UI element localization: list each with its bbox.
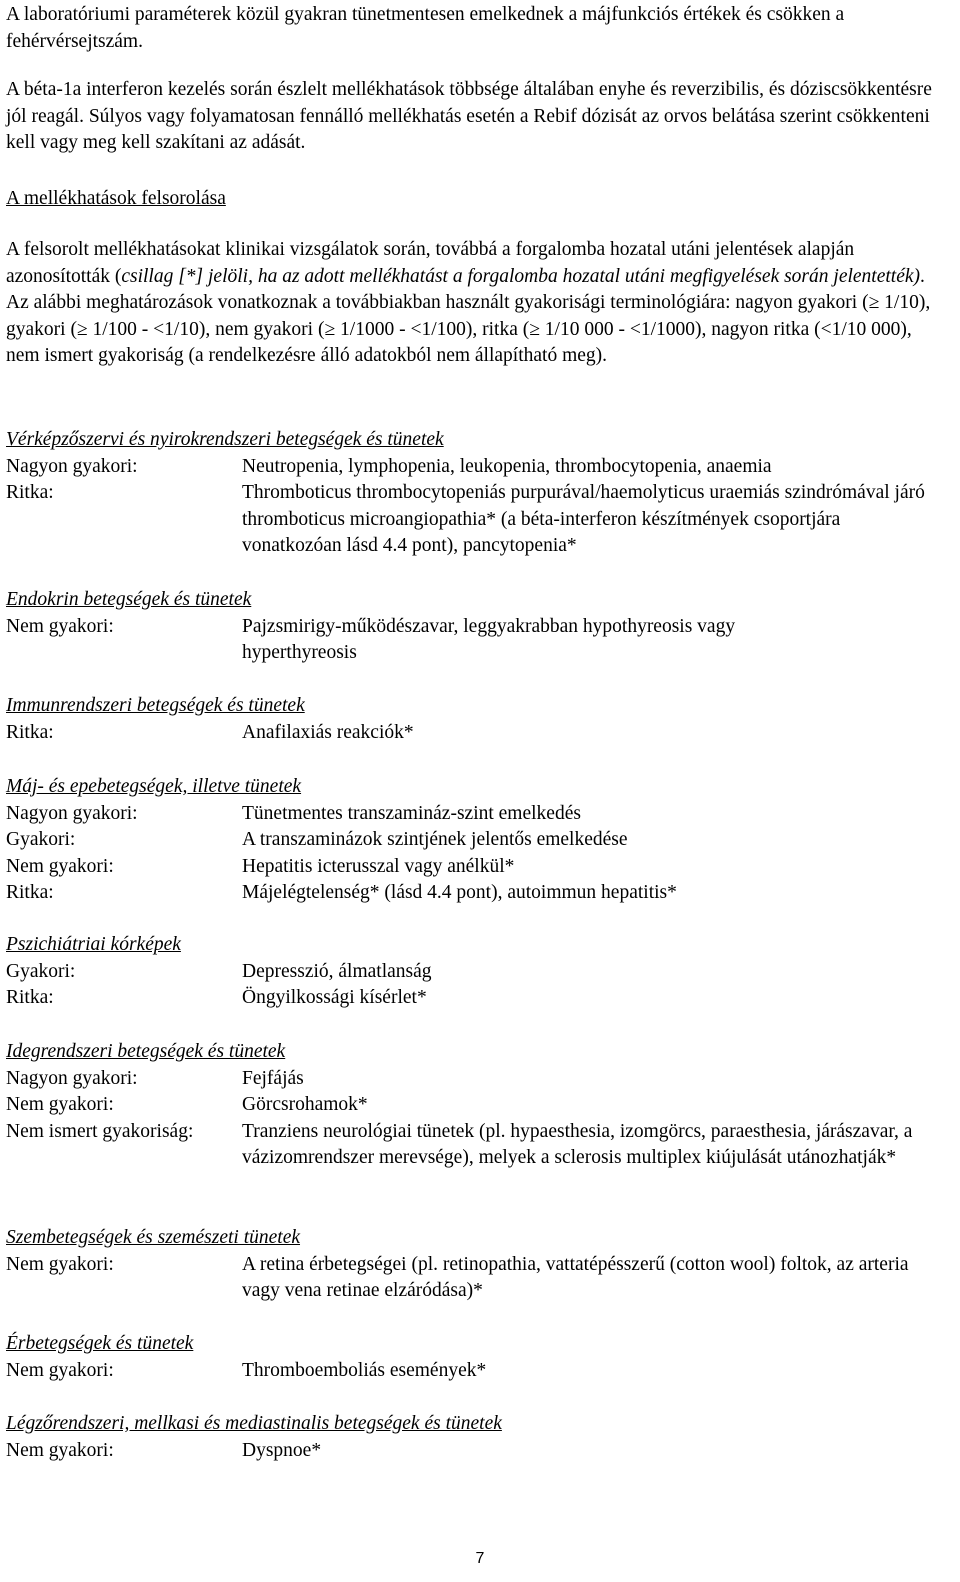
frequency-label: Ritka:	[6, 721, 54, 743]
effect-text: Tünetmentes transzamináz-szint emelkedés	[242, 802, 581, 824]
table-row	[6, 720, 946, 747]
table-row	[6, 1066, 946, 1093]
definition-text-1: A felsorolt mellékhatásokat klinikai vizsgálatok során, továbbá a forgalomba hozatal utáni jelentések alapján azonosították (	[6, 239, 855, 287]
section-liver	[6, 774, 946, 907]
section-title: Máj- és epebetegségek, illetve tünetek	[6, 776, 302, 797]
page-number: 7	[475, 1550, 485, 1567]
section-title: Idegrendszeri betegségek és tünetek	[6, 1041, 286, 1062]
frequency-label: Nem gyakori:	[6, 1253, 114, 1275]
definition-text-2: . Az alábbi meghatározások vonatkoznak a továbbiakban használt gyakorisági terminológiára: nagyon gyakori (≥ 1/10), gyakori (≥ 1/100 - <1/10), nem gyakori (≥ 1/1000 - <1/100), ritka (≥ 1/10 000 - <1/1000), nagyon ritka (<1/10 000), nem ismert gyakoriság (a rendelkezésre álló adatokból nem állapítható meg).	[6, 265, 931, 367]
frequency-label: Nagyon gyakori:	[6, 802, 138, 824]
frequency-label: Nem ismert gyakoriság:	[6, 1120, 194, 1142]
table-row	[6, 854, 946, 881]
frequency-label: Nem gyakori:	[6, 1359, 114, 1381]
effect-text: A transzaminázok szintjének jelentős emelkedése	[242, 829, 628, 851]
frequency-label: Ritka:	[6, 987, 54, 1009]
table-row	[6, 480, 946, 560]
section-blood-lymph	[6, 427, 946, 560]
effect-text: Fejfájás	[242, 1067, 304, 1089]
effect-text: A retina érbetegségei (pl. retinopathia, vattatépésszerű (cotton wool) foltok, az arteria vagy vena retinae elzáródása)*	[242, 1253, 909, 1302]
effect-text: Neutropenia, lymphopenia, leukopenia, thrombocytopenia, anaemia	[242, 455, 772, 477]
effect-text: Depresszió, álmatlanság	[242, 960, 432, 982]
effect-text: Thromboticus thrombocytopeniás purpurával/haemolyticus uraemiás szindrómával járó thromboticus microangiopathia* (a béta-interferon készítmények csoportjára vonatkozóan lásd 4.4 pont), pancytopenia*	[242, 482, 925, 557]
frequency-label: Nagyon gyakori:	[6, 1067, 138, 1089]
definition-italic-note: csillag [*] jelöli, ha az adott mellékhatást a forgalomba hozatal utáni megfigyelések során jelentették)	[121, 265, 921, 287]
section-vascular	[6, 1331, 946, 1384]
effect-text: Májelégtelenség* (lásd 4.4 pont), autoimmun hepatitis*	[242, 882, 677, 904]
section-title: Érbetegségek és tünetek	[6, 1333, 194, 1354]
table-row	[6, 614, 946, 667]
effect-text: Thromboemboliás események*	[242, 1359, 487, 1381]
section-title: Endokrin betegségek és tünetek	[6, 589, 252, 610]
table-row	[6, 880, 946, 907]
effect-text: Pajzsmirigy-működészavar, leggyakrabban hypothyreosis vagy hyperthyreosis	[242, 615, 736, 664]
section-title: Pszichiátriai kórképek	[6, 934, 181, 955]
section-endocrine	[6, 587, 946, 667]
table-row	[6, 454, 946, 481]
frequency-label: Gyakori:	[6, 960, 76, 982]
table-row	[6, 1092, 946, 1119]
section-eye	[6, 1225, 946, 1305]
section-immune	[6, 693, 946, 746]
frequency-label: Nem gyakori:	[6, 615, 114, 637]
effect-text: Hepatitis icterusszal vagy anélkül*	[242, 855, 515, 877]
table-row	[6, 959, 946, 986]
section-title: Szembetegségek és szemészeti tünetek	[6, 1227, 301, 1248]
table-row	[6, 1358, 946, 1385]
frequency-label: Nem gyakori:	[6, 1439, 114, 1461]
frequency-label: Ritka:	[6, 482, 54, 504]
frequency-label: Nem gyakori:	[6, 1094, 114, 1116]
effect-text: Öngyilkossági kísérlet*	[242, 987, 427, 1009]
frequency-label: Nem gyakori:	[6, 855, 114, 877]
section-title: Vérképzőszervi és nyirokrendszeri betegségek és tünetek	[6, 429, 444, 450]
section-title: Légzőrendszeri, mellkasi és mediastinalis betegségek és tünetek	[6, 1413, 502, 1434]
frequency-label: Ritka:	[6, 882, 54, 904]
section-title: Immunrendszeri betegségek és tünetek	[6, 695, 305, 716]
table-row	[6, 801, 946, 828]
section-psychiatric	[6, 932, 946, 1012]
frequency-label: Gyakori:	[6, 829, 76, 851]
list-heading: A mellékhatások felsorolása	[6, 188, 226, 209]
table-row	[6, 1119, 946, 1172]
intro-paragraph-lab: A laboratóriumi paraméterek közül gyakran tünetmentesen emelkednek a májfunkciós értékek és csökken a fehérvérsejtszám.	[6, 4, 845, 52]
section-respiratory	[6, 1411, 946, 1464]
intro-paragraph-tolerance: A béta-1a interferon kezelés során észlelt mellékhatások többsége általában enyhe és reverzibilis, és dóziscsökkentésre jól reagál. Súlyos vagy folyamatosan fennálló mellékhatás esetén a Rebif dózisát az orvos belátása szerint csökkenteni kell vagy meg kell szakítani az adását.	[6, 79, 932, 154]
effect-text: Görcsrohamok*	[242, 1094, 368, 1116]
table-row	[6, 1438, 946, 1465]
definition-paragraph	[6, 237, 946, 370]
effect-text: Anafilaxiás reakciók*	[242, 721, 414, 743]
table-row	[6, 1252, 946, 1305]
section-nervous	[6, 1039, 946, 1172]
effect-text: Tranziens neurológiai tünetek (pl. hypaesthesia, izomgörcs, paraesthesia, járászavar, a vázizomrendszer merevsége), melyek a sclerosis multiplex kiújulását utánozhatják*	[242, 1120, 913, 1169]
table-row	[6, 827, 946, 854]
table-row	[6, 985, 946, 1012]
effect-text: Dyspnoe*	[242, 1439, 322, 1461]
frequency-label: Nagyon gyakori:	[6, 455, 138, 477]
